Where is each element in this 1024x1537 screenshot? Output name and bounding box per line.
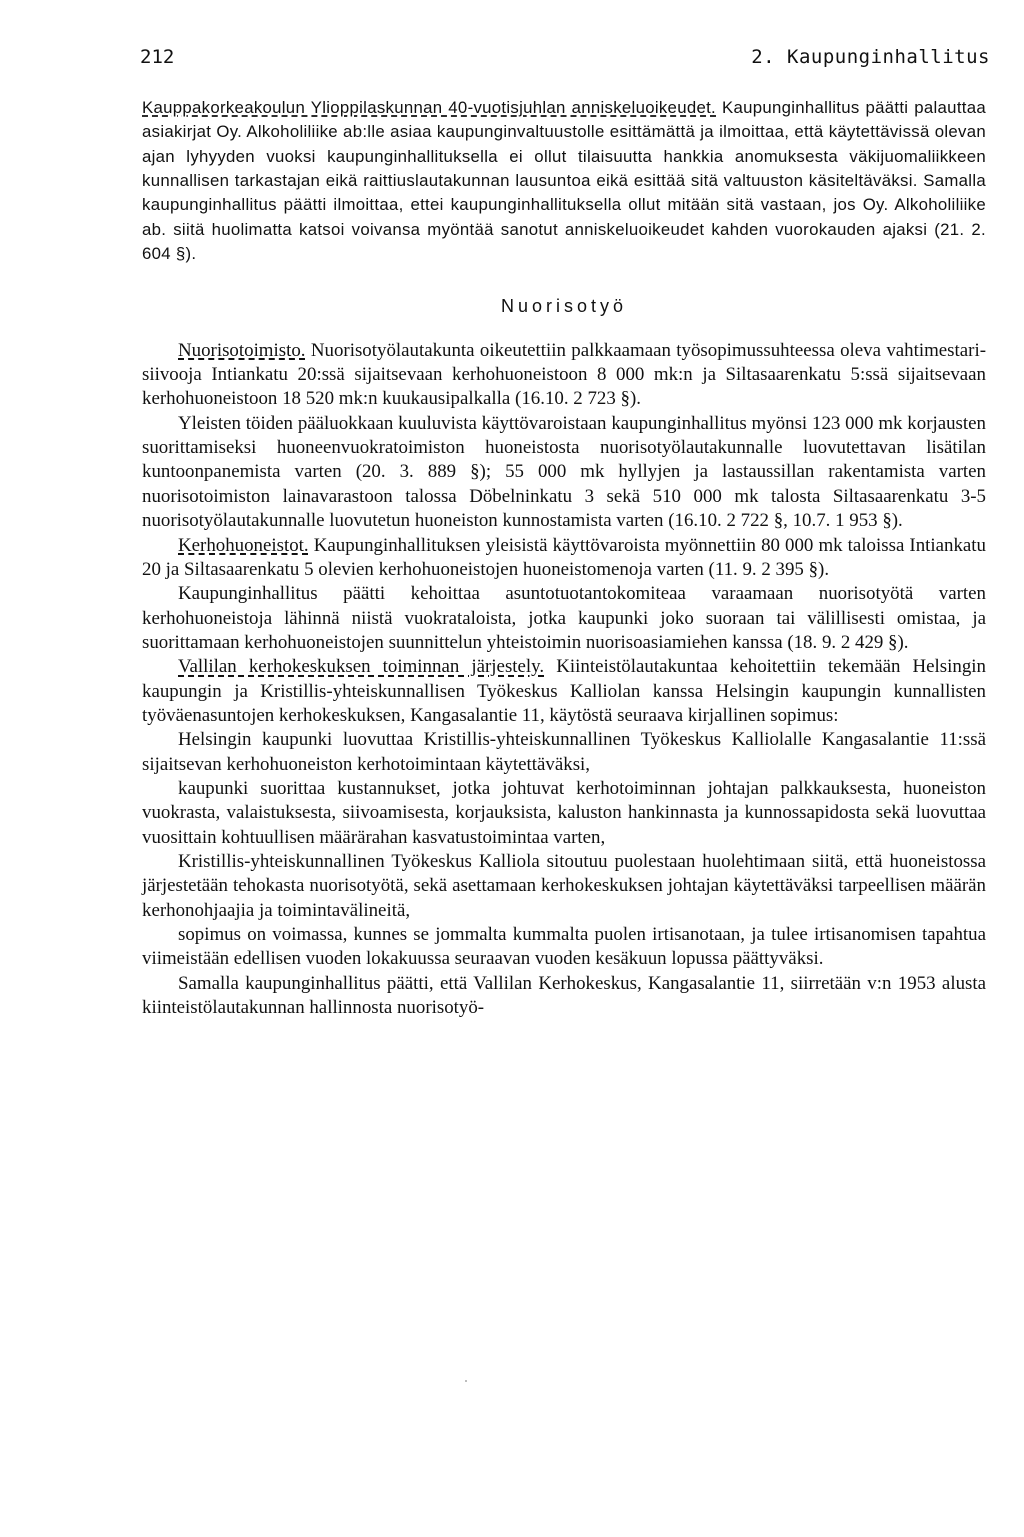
running-title: 2. Kaupunginhallitus [751,46,990,68]
section-title: Nuorisotyö [500,296,628,317]
paragraph-sopimus-2: kaupunki suorittaa kustannukset, jotka johtuvat kerhotoiminnan johtajan palkkauksesta, huoneiston vuokrasta, valaistuksesta, siivoamisesta, korjauksista, kaluston hankinnasta ja kunnossapidosta sekä luovuttaa vuosittain kohtuullisen määrärahan kasvatustoimintaa varten, [142,777,986,848]
paragraph-heading: Kauppakorkeakoulun Ylioppilaskunnan 40-vuotisjuhlan anniskeluoikeudet. [142,98,717,117]
page-number: 212 [140,46,175,68]
paragraph-sopimus-3: Kristillis-yhteiskunnallinen Työkeskus Kalliola sitoutuu puolestaan huolehtimaan siitä, että huoneistossa järjestetään tehokasta nuorisotyötä, sekä asettamaan kerhokeskuksen johtajan käytettäväksi tarpeellisen määrän kerhonohjaajia ja toimintavälineitä, [142,850,986,921]
paragraph-text: Kiinteistölautakuntaa kehoitettiin tekemään Helsingin kaupungin ja Kristillis-yhteiskunnallisen Työkeskus Kalliolan kanssa Helsingin kaupungin kunnallisten työväenasuntojen kerhokeskuksen, Kangasalantie 11, käytöstä seuraava kirjallinen sopimus: [142,656,986,726]
paragraph-sopimus-4: sopimus on voimassa, kunnes se jommalta kummalta puolen irtisanotaan, ja tulee irtisanomisen tapahtua viimeistään edellisen vuoden lokakuussa seuraavan vuoden kesäkuun lopussa päättyväksi. [142,924,986,970]
paragraph-nuorisotoimisto [142,339,986,412]
paragraph-kerhohuoneistot [142,534,986,583]
paragraph-text: Nuorisotyölautakunta oikeutettiin palkkaamaan työsopimussuhteessa oleva vahtimestari-siivooja Intiankatu 20:ssä sijaitsevaan kerhohuoneistoon 8 000 mk:n ja Siltasaarenkatu 5:ssä sijaitsevaan kerhohuoneistoon 18 520 mk:n kuukausipalkalla (16.10. 2 723 §). [142,339,986,410]
paragraph-heading: Vallilan kerhokeskuksen toiminnan järjestely. [178,656,545,678]
paragraph-kayttovarat: Yleisten töiden pääluokkaan kuuluvista käyttövaroistaan kaupunginhallitus myönsi 123 000 mk korjausten suorittamiseksi huoneenvuokratoimiston huoneistosta nuorisotyölautakunnalle luovutettavan lisätilan kuntoonpanemista varten (20. 3. 889 §); 55 000 mk hyllyjen ja lastaussillan rakentamista varten nuorisotoimiston lainavarastoon talossa Döbelninkatu 3 sekä 510 000 mk talosta Siltasaarenkatu 3-5 nuorisotyölautakunnalle luovutetun huoneiston kunnostamista varten (16.10. 2 722 §, 10.7. 1 953 §). [142,412,986,532]
page-header [140,46,990,76]
paragraph-vallilan-kerhokeskus [142,655,986,728]
paragraph-text: Kaupunginhallitus päätti palauttaa asiakirjat Oy. Alkoholiliike ab:lle asiaa kaupunginvaltuustolle esittämättä ja ilmoittaa, että käytettävissä olevan ajan lyhyyden vuoksi kaupunginhallituksella ei ollut tilaisuutta hankkia anomuksesta väkijuomaliikkeen kunnallisen tarkastajan eikä raittiuslautakunnan lausuntoa eikä esittää sitä valtuuston käsiteltäväksi. Samalla kaupunginhallitus päätti ilmoittaa, ettei kaupunginhallituksella ollut mitään sitä vastaan, jos Oy. Alkoholiliike ab. siitä huolimatta katsoi voivansa myöntää sanotut anniskeluoikeudet kahden vuorokauden ajaksi (21. 2. 604 §). [142,98,987,264]
paragraph-text: Kaupunginhallituksen yleisistä käyttövaroista myönnettiin 80 000 mk taloissa Intiankatu 20 ja Siltasaarenkatu 5 olevien kerhohuoneistojen huoneistomenoja varten (11. 9. 2 395 §). [142,534,986,580]
scan-speck [465,1380,467,1382]
paragraph-siirto: Samalla kaupunginhallitus päätti, että Vallilan Kerhokeskus, Kangasalantie 11, siirretään v:n 1953 alusta kiinteistölautakunnan hallinnosta nuorisotyö- [142,972,986,1019]
paragraph-heading: Nuorisotoimisto. [178,339,306,361]
paragraph-anniskeluoikeudet [142,96,986,266]
document-body [142,96,986,1020]
paragraph-asuntotuotantokomitea: Kaupunginhallitus päätti kehoittaa asuntotuotantokomiteaa varaamaan nuorisotyötä varten kerhohuoneistoja lähinnä niistä vuokrataloista, jotka kaupunki joko suoraan tai välillisesti omistaa, ja suorittamaan kerhohuoneistojen suunnittelun yhteistoimin nuorisoasiamiehen kanssa (18. 9. 2 429 §). [142,583,986,653]
paragraph-sopimus-1: Helsingin kaupunki luovuttaa Kristillis-yhteiskunnallinen Työkeskus Kalliolalle Kangasalantie 11:ssä sijaitsevan kerhohuoneiston kerhotoimintaan käytettäväksi, [142,729,986,775]
paragraph-heading: Kerhohuoneistot. [178,534,309,556]
